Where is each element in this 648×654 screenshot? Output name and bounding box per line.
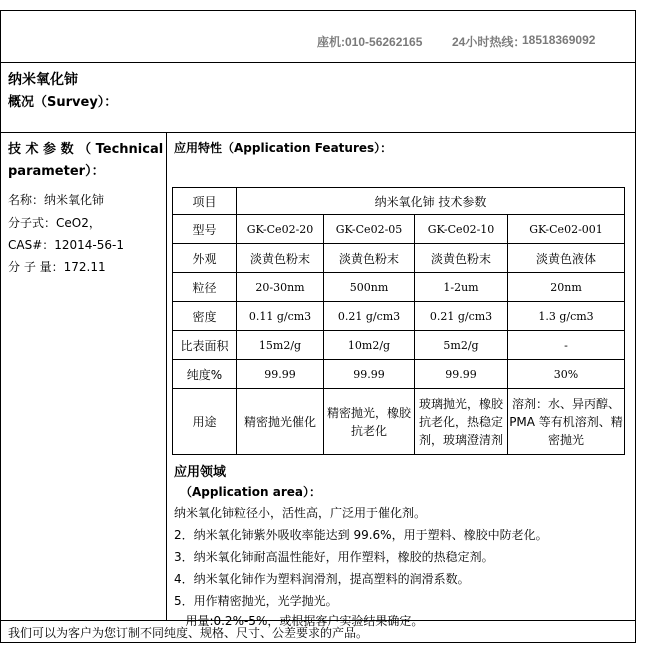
footer-text: 我们可以为客户为您订制不同纯度、规格、尺寸、公差要求的产品。	[8, 626, 369, 640]
hotline-label: 24小时热线：	[452, 35, 526, 49]
application-line: 纳米氧化铈粒径小，活性高，广泛用于催化剂。	[174, 506, 427, 520]
table-cell: 20-30nm	[237, 273, 324, 302]
table-cell: 淡黄色粉末	[324, 244, 415, 273]
table-cell: 30%	[508, 360, 625, 389]
table-cell: 20nm	[508, 273, 625, 302]
table-cell: GK-Ce02-10	[415, 215, 508, 244]
table-cell: 99.99	[415, 360, 508, 389]
landline-number: 座机:010-56262165	[317, 35, 423, 49]
row-label: 粒径	[173, 273, 237, 302]
table-row	[173, 273, 625, 302]
table-cell: 10m2/g	[324, 331, 415, 360]
row-label: 用途	[173, 389, 237, 455]
table-cell: 1.3 g/cm3	[508, 302, 625, 331]
table-cell: 精密抛光催化	[237, 389, 324, 455]
table-cell: GK-Ce02-001	[508, 215, 625, 244]
row-label: 外观	[173, 244, 237, 273]
table-cell: 500nm	[324, 273, 415, 302]
table-cell: 淡黄色粉末	[415, 244, 508, 273]
technical-parameter-panel	[1, 133, 167, 620]
table-cell: 5m2/g	[415, 331, 508, 360]
product-overview	[1, 63, 635, 133]
table-cell: 99.99	[237, 360, 324, 389]
table-cell: 淡黄色粉末	[237, 244, 324, 273]
table-cell: GK-Ce02-05	[324, 215, 415, 244]
custom-order-note	[1, 620, 635, 642]
table-cell: 0.11 g/cm3	[237, 302, 324, 331]
row-label: 密度	[173, 302, 237, 331]
technical-parameter-heading: 技 术 参 数 （ Technical parameter）：	[8, 142, 164, 179]
application-line: 4．纳米氧化铈作为塑料润滑剂，提高塑料的润滑系数。	[174, 572, 470, 586]
table-cell: 15m2/g	[237, 331, 324, 360]
application-panel	[168, 133, 635, 628]
table-cell: 精密抛光，橡胶抗老化	[324, 389, 415, 455]
spec-table	[172, 187, 625, 455]
table-cell: 溶剂：水、异丙醇、PMA 等有机溶剂、精密抛光	[508, 389, 625, 455]
table-row	[173, 360, 625, 389]
header-title-cell: 纳米氧化铈 技术参数	[237, 188, 625, 215]
table-cell: -	[508, 331, 625, 360]
row-label: 型号	[173, 215, 237, 244]
survey-heading: 概况（Survey）：	[8, 95, 118, 110]
table-row	[173, 215, 625, 244]
param-formula: 分子式：CeO2，	[8, 216, 101, 230]
product-name: 纳米氧化铈	[8, 72, 78, 88]
param-cas: CAS#：12014-56-1	[8, 238, 124, 252]
row-label: 纯度%	[173, 360, 237, 389]
application-line: 3．纳米氧化铈耐高温性能好，用作塑料，橡胶的热稳定剂。	[174, 550, 494, 564]
table-row	[173, 331, 625, 360]
hotline-number: 18518369092	[522, 33, 596, 47]
application-line: 用量:0.2%-5%，或根据客户实验结果确定。	[174, 614, 424, 628]
param-name: 名称：纳米氧化铈	[8, 193, 105, 207]
application-area-heading: 应用领域	[174, 465, 227, 480]
row-label: 比表面积	[173, 331, 237, 360]
param-molecular-weight: 分 子 量：172.11	[8, 260, 106, 274]
table-cell: 淡黄色液体	[508, 244, 625, 273]
table-cell: 1-2um	[415, 273, 508, 302]
application-features-heading: 应用特性（Application Features）：	[174, 141, 393, 155]
application-area-subheading: （Application area）：	[180, 485, 321, 499]
product-sheet	[0, 10, 636, 643]
table-cell: 99.99	[324, 360, 415, 389]
table-row	[173, 302, 625, 331]
table-row	[173, 188, 625, 215]
table-row	[173, 389, 625, 455]
application-line: 5．用作精密抛光，光学抛光。	[174, 594, 338, 608]
table-cell: GK-Ce02-20	[237, 215, 324, 244]
table-row	[173, 244, 625, 273]
table-cell: 玻璃抛光，橡胶抗老化，热稳定剂，玻璃澄清剂	[415, 389, 508, 455]
table-cell: 0.21 g/cm3	[415, 302, 508, 331]
application-line: 2．纳米氧化铈紫外吸收率能达到 99.6%，用于塑料、橡胶中防老化。	[174, 528, 548, 542]
contact-bar	[1, 11, 635, 63]
header-cell: 项目	[173, 188, 237, 215]
table-cell: 0.21 g/cm3	[324, 302, 415, 331]
